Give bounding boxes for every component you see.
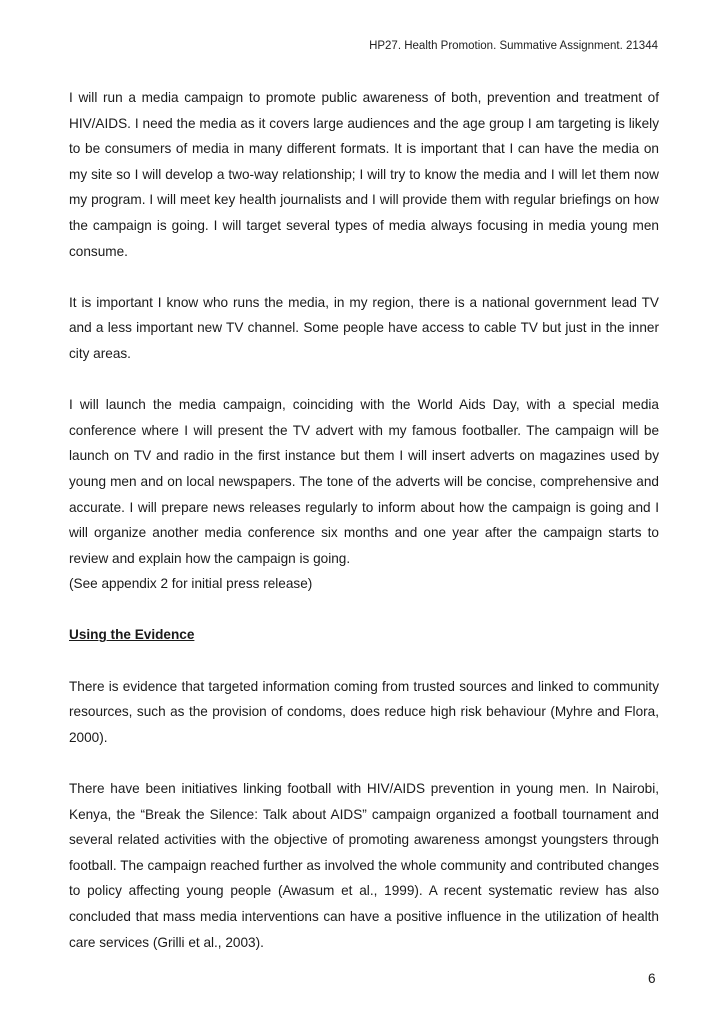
running-header: HP27. Health Promotion. Summative Assignment. 21344 bbox=[369, 40, 658, 52]
paragraph-campaign-launch: I will launch the media campaign, coinciding with the World Aids Day, with a special media conference where I will present the TV advert with my famous footballer. The campaign will be launch on TV and radio in the first instance but them I will insert adverts on magazines used by young men and on local newspapers. The tone of the adverts will be concise, comprehensive and accurate. I will prepare news releases regularly to inform about how the campaign is going and I will organize another media conference six months and one year after the campaign starts to review and explain how the campaign is going. bbox=[69, 397, 659, 566]
section-heading: Using the Evidence bbox=[69, 627, 195, 643]
page-number: 6 bbox=[648, 971, 656, 986]
document-body bbox=[69, 85, 659, 981]
paragraph-football-initiatives: There have been initiatives linking football with HIV/AIDS prevention in young men. In Nairobi, Kenya, the “Break the Silence: Talk about AIDS” campaign organized a football tournament and several related activities with the objective of promoting awareness amongst youngsters through football. The campaign reached further as involved the whole community and contributed changes to policy affecting young people (Awasum et al., 1999). A recent systematic review has also concluded that mass media interventions can have a positive influence in the utilization of health care services (Grilli et al., 2003). bbox=[69, 781, 659, 950]
paragraph-media-campaign: I will run a media campaign to promote public awareness of both, prevention and treatment of HIV/AIDS. I need the media as it covers large audiences and the age group I am targeting is likely to be consumers of media in many different formats. It is important that I can have the media on my site so I will develop a two-way relationship; I will try to know the media and I will let them now my program. I will meet key health journalists and I will provide them with regular briefings on how the campaign is going. I will target several types of media always focusing in media young men consume. bbox=[69, 90, 659, 259]
paragraph-evidence: There is evidence that targeted information coming from trusted sources and linked to community resources, such as the provision of condoms, does reduce high risk behaviour (Myhre and Flora, 2000). bbox=[69, 678, 659, 745]
paragraph-media-ownership: It is important I know who runs the media, in my region, there is a national government lead TV and a less important new TV channel. Some people have access to cable TV but just in the inner city areas. bbox=[69, 294, 659, 361]
appendix-note: (See appendix 2 for initial press release) bbox=[69, 576, 313, 592]
